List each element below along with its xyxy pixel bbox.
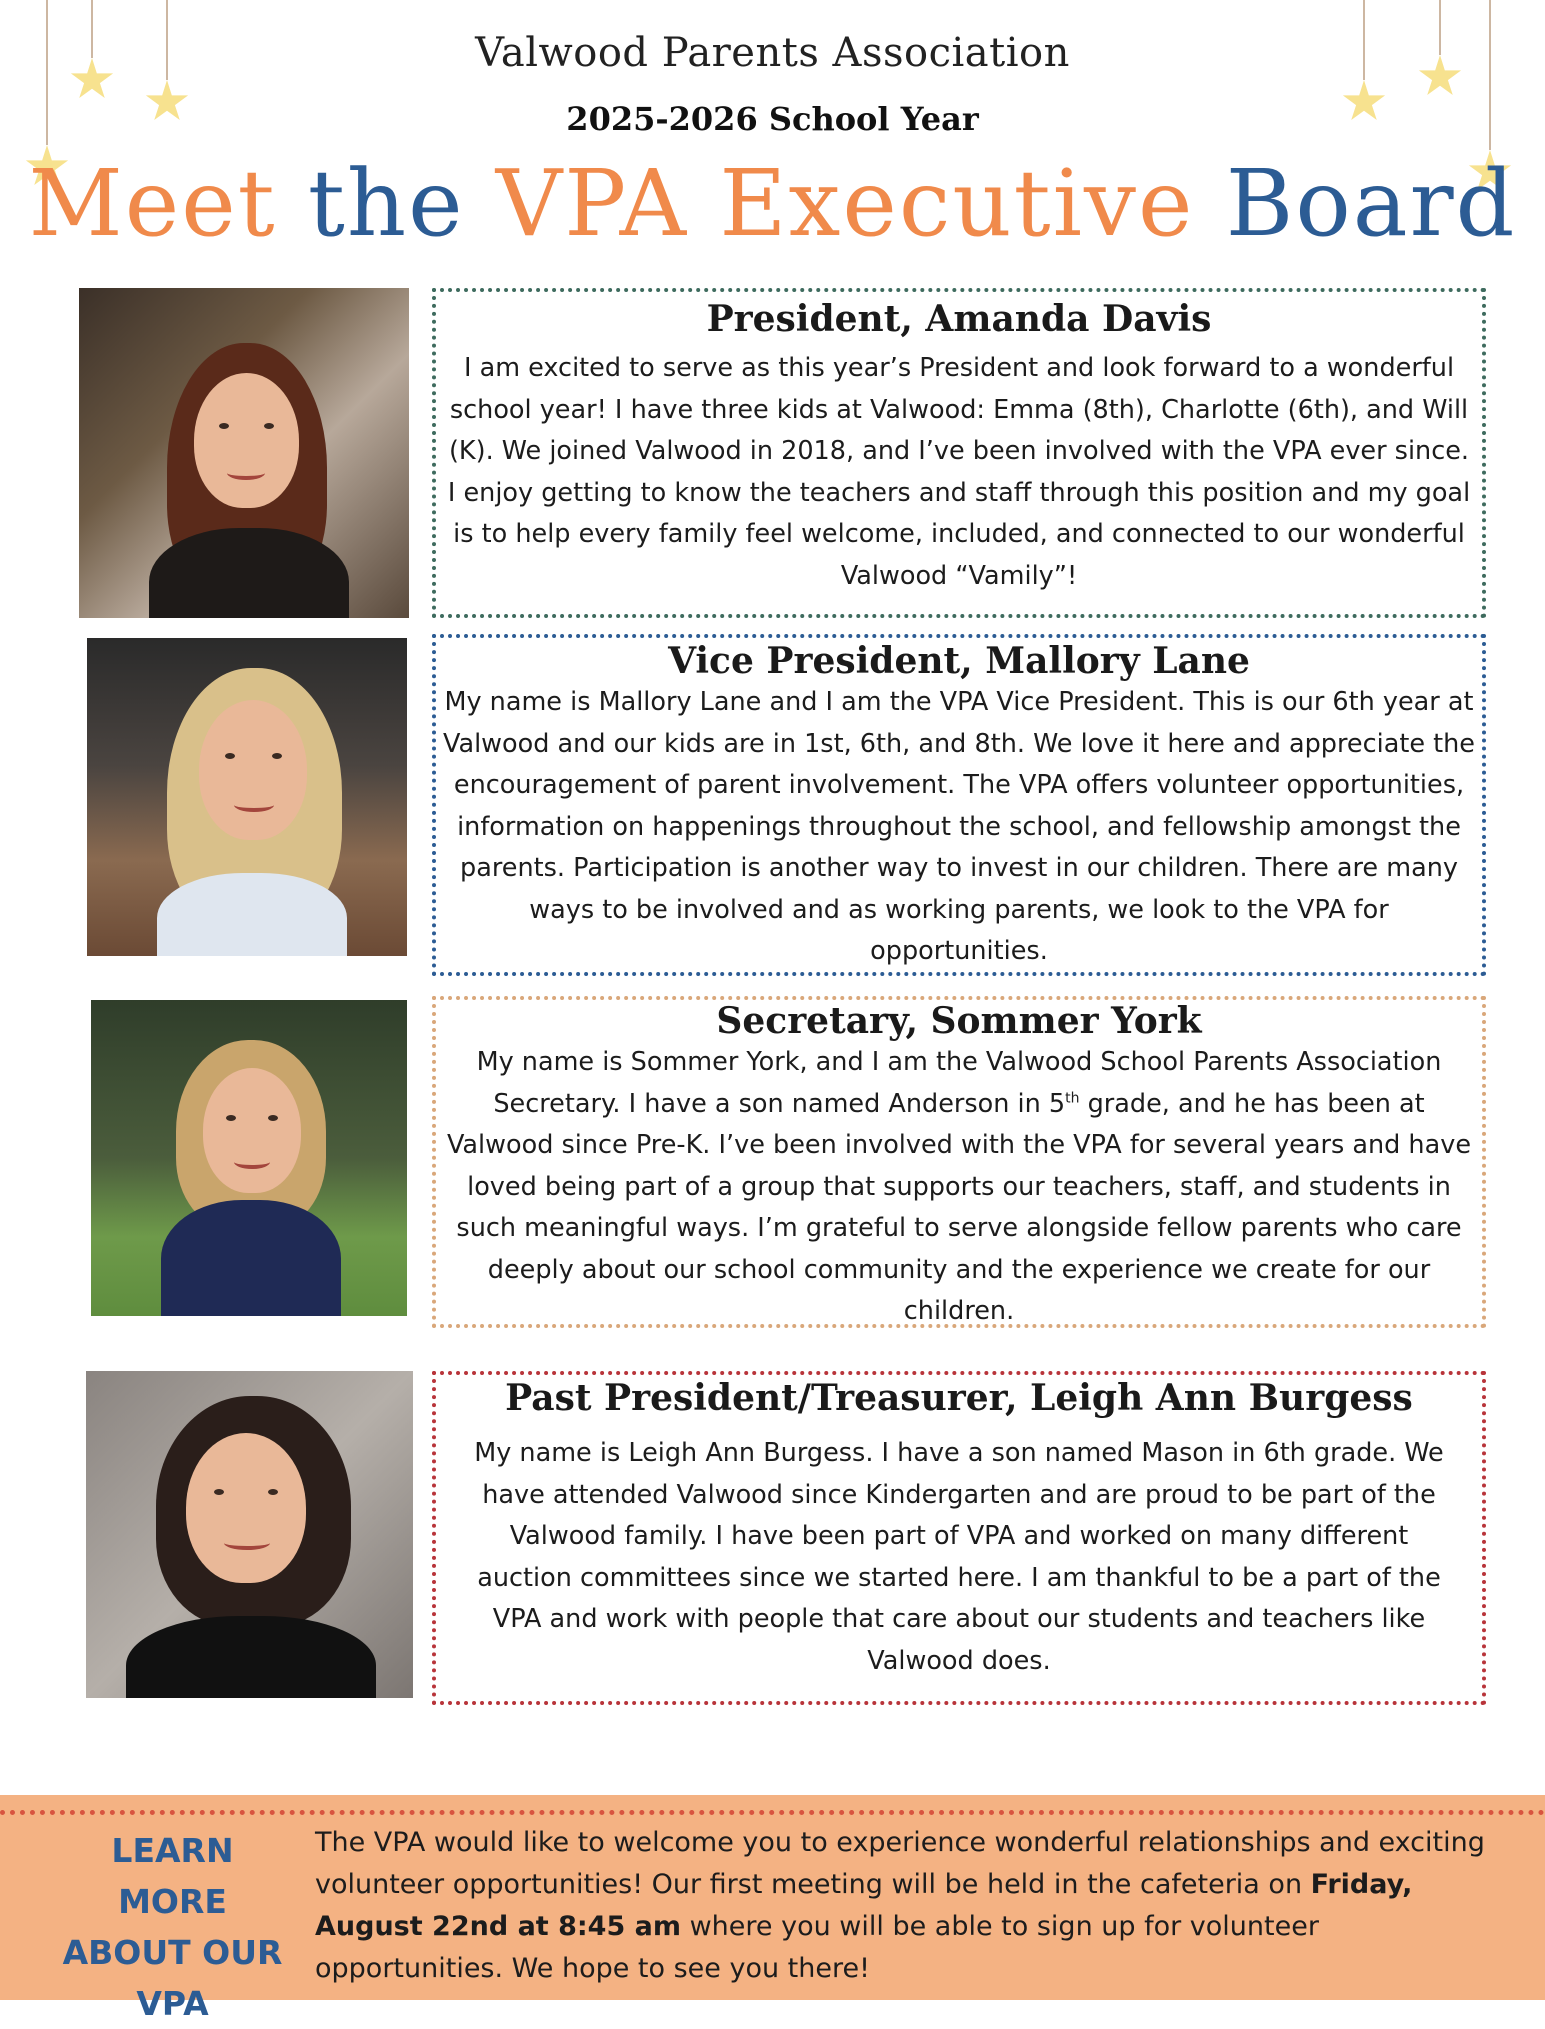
footer-divider — [0, 1810, 1545, 1815]
title-word: VPA — [495, 150, 689, 257]
bio-text: My name is Leigh Ann Burgess. I have a son named Mason in 6th grade. We have attended Valwood since Kindergarten and are proud to be part of the Valwood family. I have been part of VPA and worked on many different auction committees since we started here. I am thankful to be a part of the VPA and work with people that care about our students and teachers like Valwood does. — [474, 1438, 1444, 1676]
title-word: Executive — [719, 150, 1195, 257]
bio-heading: Vice President, Mallory Lane — [668, 640, 1250, 682]
bio-text: My name is Mallory Lane and I am the VPA Vice President. This is our 6th year at Valwood and our kids are in 1st, 6th, and 8th. We love it here and appreciate the encouragement of parent involvement. The VPA offers volunteer opportunities, information on happenings throughout the school, and fellowship amongst the parents. Participation is another way to invest in our children. There are many ways to be involved and as working parents, we look to the VPA for opportunities. — [443, 687, 1475, 966]
title-word: Meet — [28, 150, 277, 257]
treasurer-photo — [86, 1371, 413, 1698]
bio-heading: Past President/Treasurer, Leigh Ann Burgess — [505, 1377, 1413, 1419]
page-title — [0, 150, 1545, 257]
bio-card-president — [432, 288, 1486, 618]
bio-heading: President, Amanda Davis — [706, 298, 1212, 340]
secretary-photo — [91, 1000, 407, 1316]
bio-text: My name is Sommer York, and I am the Valwood School Parents Association Secretary. I have a son named Anderson in 5th grade, and he has been at Valwood since Pre-K. I’ve been involved with the VPA for several years and have loved being part of a group that supports our teachers, staff, and students in such meaningful ways. I’m grateful to serve alongside fellow parents who care deeply about our school community and the experience we create for our children. — [446, 1047, 1472, 1326]
organization-name: Valwood Parents Association — [475, 30, 1070, 76]
title-word: the — [307, 150, 465, 257]
school-year: 2025-2026 School Year — [566, 100, 979, 138]
bio-card-secretary — [432, 996, 1486, 1328]
title-word: Board — [1225, 150, 1517, 257]
bio-heading: Secretary, Sommer York — [716, 1000, 1202, 1042]
vice-president-photo — [87, 638, 407, 956]
bio-card-treasurer — [432, 1371, 1486, 1705]
bio-card-vice-president — [432, 634, 1486, 976]
learn-more-heading: LEARN MORE ABOUT OUR VPA — [62, 1831, 283, 2023]
bio-text: I am excited to serve as this year’s President and look forward to a wonderful school year! I have three kids at Valwood: Emma (8th), Charlotte (6th), and Will (K). We joined Valwood in 2018, and I’ve been involved with the VPA ever since. I enjoy getting to know the teachers and staff through this position and my goal is to help every family feel welcome, included, and connected to our wonderful Valwood “Vamily”! — [447, 353, 1471, 591]
footer-message: The VPA would like to welcome you to experience wonderful relationships and exciting volunteer opportunities! Our first meeting will be held in the cafeteria on Friday, August 22nd at 8:45 am where you will be able to sign up for volunteer opportunities. We hope to see you there! — [315, 1827, 1485, 1984]
president-photo — [79, 288, 409, 618]
